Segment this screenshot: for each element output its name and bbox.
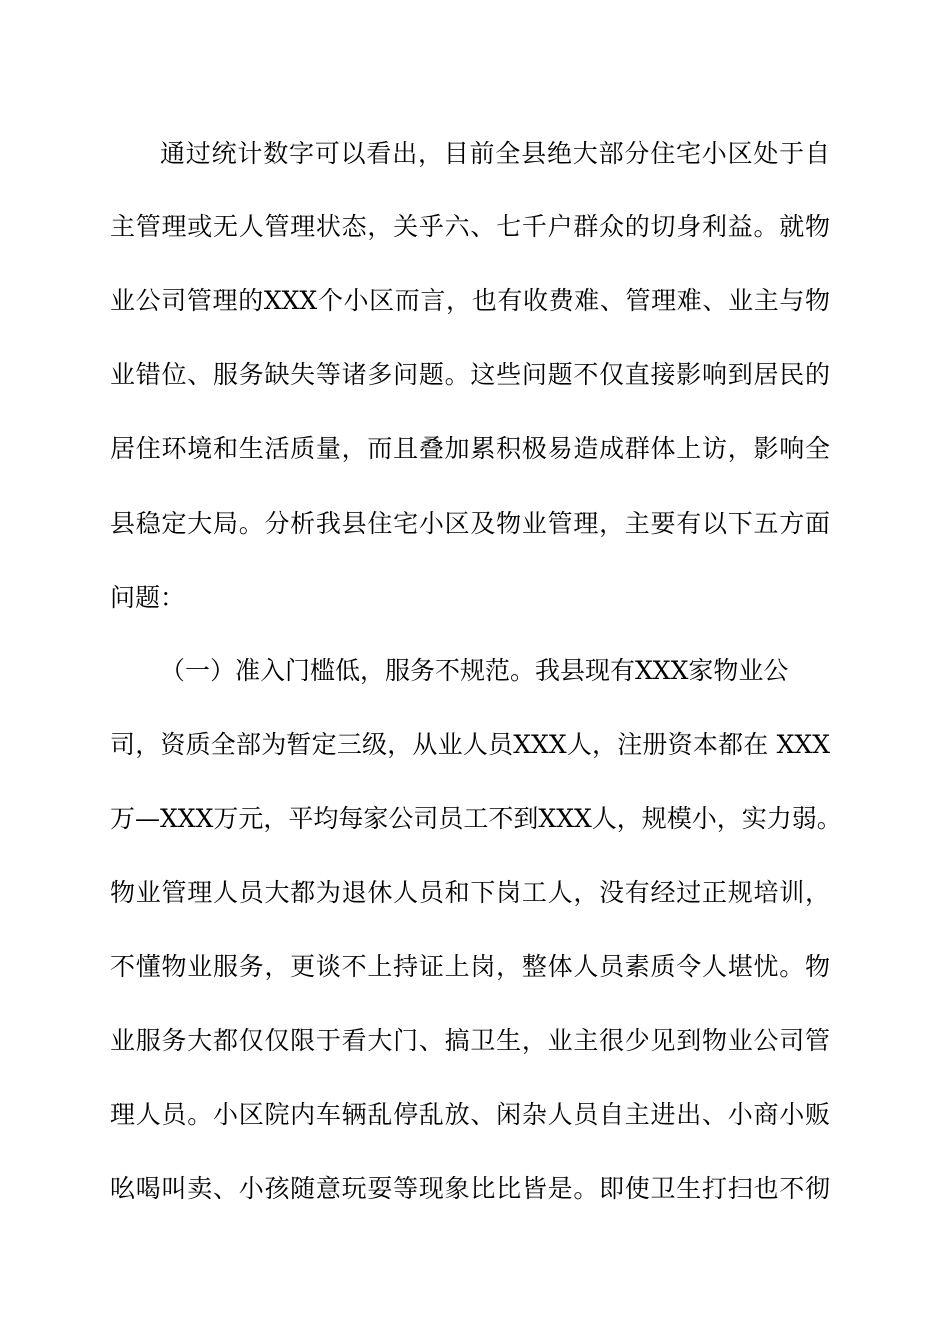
paragraph-2-line-3: 万—XXX万元，平均每家公司员工不到XXX人，规模小，实力弱。 — [110, 804, 842, 833]
paragraph-2-line-1: （一）准入门槛低，服务不规范。我县现有XXX家物业公 — [160, 656, 789, 685]
paragraph-2-line-4: 物业管理人员大都为退休人员和下岗工人，没有经过正规培训， — [110, 878, 830, 907]
paragraph-2-line-6: 业服务大都仅仅限于看大门、搞卫生，业主很少见到物业公司管 — [110, 1026, 830, 1055]
paragraph-1-line-6: 县稳定大局。分析我县住宅小区及物业管理，主要有以下五方面 — [110, 509, 830, 538]
paragraph-2-line-8: 吆喝叫卖、小孩随意玩耍等现象比比皆是。即使卫生打扫也不彻 — [110, 1174, 830, 1203]
paragraph-1-line-4: 业错位、服务缺失等诸多问题。这些问题不仅直接影响到居民的 — [110, 360, 830, 389]
paragraph-1-line-5: 居住环境和生活质量，而且叠加累积极易造成群体上访，影响全 — [110, 434, 830, 463]
paragraph-1-line-3: 业公司管理的XXX个小区而言，也有收费难、管理难、业主与物 — [110, 286, 830, 315]
paragraph-2-line-7: 理人员。小区院内车辆乱停乱放、闲杂人员自主进出、小商小贩 — [110, 1100, 830, 1129]
paragraph-1-line-1: 通过统计数字可以看出，目前全县绝大部分住宅小区处于自 — [160, 139, 830, 168]
paragraph-2-line-2: 司，资质全部为暂定三级，从业人员XXX人，注册资本都在 XXX — [110, 730, 830, 759]
paragraph-1-line-7: 问题： — [110, 583, 186, 612]
paragraph-1-line-2: 主管理或无人管理状态，关乎六、七千户群众的切身利益。就物 — [110, 212, 830, 241]
paragraph-2-line-5: 不懂物业服务，更谈不上持证上岗，整体人员素质令人堪忧。物 — [110, 952, 830, 981]
